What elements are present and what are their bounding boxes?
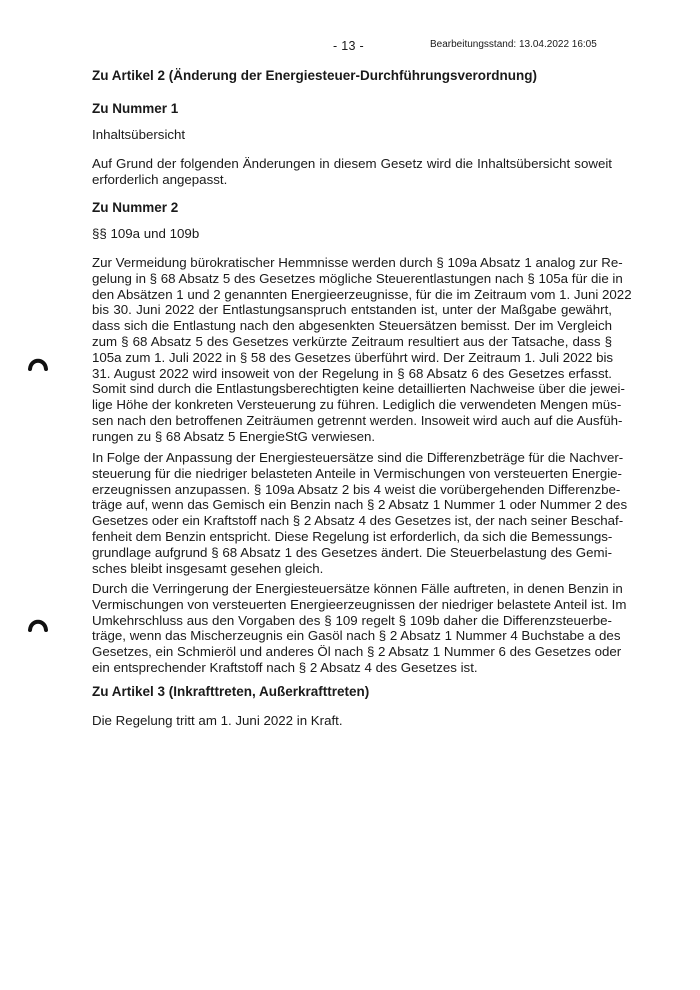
text-line: Gesetzes oder ein Kraftstoff nach § 2 Absatz 4 des Gesetzes ist, der nach seiner Beschaf-: [92, 513, 624, 529]
article-3-heading: Zu Artikel 3 (Inkrafttreten, Außerkrafttreten): [92, 684, 370, 699]
number-1-paragraph: [92, 156, 612, 188]
text-line: fenheit dem Benzin entspricht. Diese Regelung ist erforderlich, da sich die Bemessungs-: [92, 528, 613, 544]
page-number: - 13 -: [333, 39, 364, 53]
number-1-topic: Inhaltsübersicht: [92, 127, 186, 142]
number-1-heading: Zu Nummer 1: [92, 101, 179, 116]
punch-hole-mark-icon: [28, 613, 48, 633]
number-2-topic: §§ 109a und 109b: [92, 226, 200, 241]
text-line: gelung in § 68 Absatz 5 des Gesetzes mögliche Steuerentlastungen nach § 105a für die in: [92, 270, 623, 286]
text-line: steuerung für die niedriger belasteten Anteile in Vermischungen von versteuerten Energie-: [92, 465, 622, 481]
edit-status: Bearbeitungsstand: 13.04.2022 16:05: [430, 39, 597, 50]
text-line: erzeugnissen anzupassen. § 109a Absatz 2 bis 4 weist die vorübergehenden Differenzbe-: [92, 481, 621, 497]
text-line: den Absätzen 1 und 2 genannten Energieerzeugnisse, für die im Zeitraum vom 1. Juni 2022: [92, 286, 632, 302]
text-line: 31. August 2022 wird insoweit von der Regelung in § 68 Absatz 6 des Gesetzes erfasst.: [92, 365, 612, 381]
text-line: grundlage aufgrund § 68 Absatz 1 des Gesetzes ändert. Die Steuerbelastung des Gemi-: [92, 544, 612, 560]
text-line: sen nach den betroffenen Zeiträumen getrennt werden. Insoweit wird auch auf die Ausfüh-: [92, 412, 623, 428]
text-line: Zur Vermeidung bürokratischer Hemmnisse werden durch § 109a Absatz 1 analog zur Re-: [92, 255, 623, 270]
text-line: lige Höhe der konkreten Versteuerung zu führen. Lediglich die verwendeten Mengen müs-: [92, 397, 622, 413]
text-line: träge auf, wenn das Gemisch ein Benzin nach § 2 Absatz 1 Nummer 1 oder Nummer 2 des: [92, 497, 628, 513]
number-2-paragraph-2: [92, 450, 628, 576]
text-line: ein entsprechender Kraftstoff nach § 2 Absatz 4 des Gesetzes ist.: [92, 659, 478, 675]
text-line: Gesetzes, ein Schmieröl und anderes Öl nach § 2 Absatz 1 Nummer 6 des Gesetzes oder: [92, 644, 622, 660]
number-2-heading: Zu Nummer 2: [92, 200, 179, 215]
text-line: träge, wenn das Mischerzeugnis ein Gasöl nach § 2 Absatz 1 Nummer 4 Buchstabe a des: [92, 628, 621, 644]
number-2-paragraph-1: [92, 255, 632, 445]
text-line: 105a zum 1. Juli 2022 in § 58 des Gesetzes überführt wird. Der Zeitraum 1. Juli 2022 bis: [92, 349, 614, 365]
article-3-paragraph: Die Regelung tritt am 1. Juni 2022 in Kraft.: [92, 713, 343, 728]
number-2-paragraph-3: [92, 581, 627, 676]
text-line: dass sich die Entlastung nach den abgesenkten Steuersätzen bemisst. Der im Vergleich: [92, 318, 612, 334]
text-line: Somit sind durch die Entlastungsberechtigten keine detaillierten Nachweise über die jewei-: [92, 381, 625, 397]
text-line: Umkehrschluss aus den Vorgaben des § 109 regelt § 109b daher die Differenzsteuerbe-: [92, 612, 612, 628]
text-line: erforderlich angepasst.: [92, 171, 228, 187]
text-line: zum § 68 Absatz 5 des Gesetzes verkürzte Zeitraum resultiert aus der Tatsache, dass §: [92, 333, 612, 349]
text-line: bis 30. Juni 2022 der Entlastungsanspruch entstanden ist, unter der Maßgabe gewährt,: [92, 302, 612, 318]
text-line: In Folge der Anpassung der Energiesteuersätze sind die Differenzbeträge für die Nachver-: [92, 450, 624, 465]
article-2-heading: Zu Artikel 2 (Änderung der Energiesteuer-Durchführungsverordnung): [92, 68, 538, 83]
text-line: sches bleibt insgesamt gesehen gleich.: [92, 560, 324, 576]
text-line: Durch die Verringerung der Energiesteuersätze können Fälle auftreten, in denen Benzin in: [92, 581, 623, 596]
text-line: Auf Grund der folgenden Änderungen in diesem Gesetz wird die Inhaltsübersicht soweit: [92, 156, 612, 171]
text-line: Vermischungen von versteuerten Energieerzeugnissen der niedriger belastete Anteil ist. Im: [92, 596, 627, 612]
punch-hole-mark-icon: [28, 352, 48, 372]
text-line: rungen zu § 68 Absatz 5 EnergieStG verwiesen.: [92, 428, 376, 444]
